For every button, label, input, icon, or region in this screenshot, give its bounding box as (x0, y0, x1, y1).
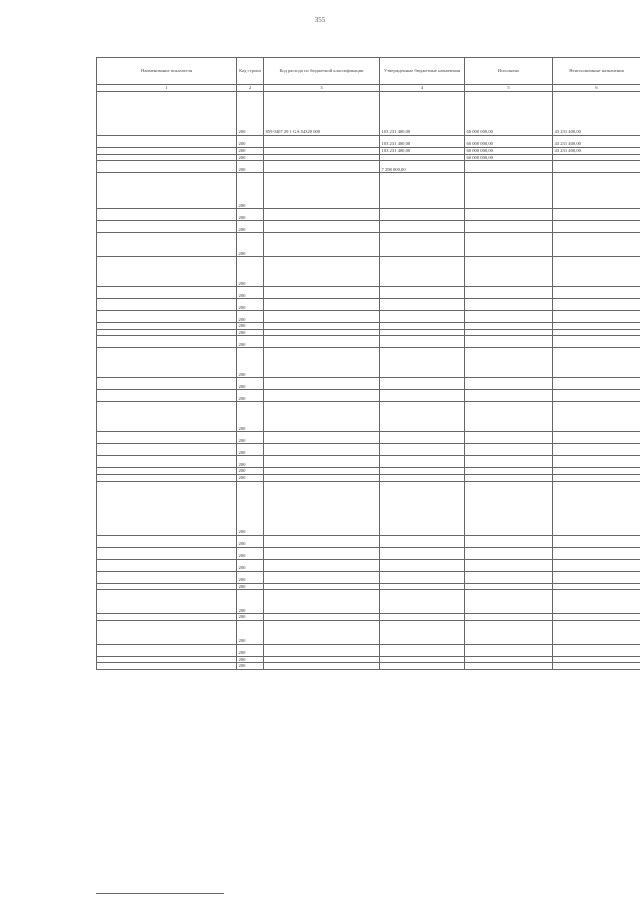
row-name-cell (97, 299, 237, 311)
row-line-code-cell: 200 (237, 547, 264, 559)
row-executed-cell (465, 348, 553, 378)
row-name-cell (97, 571, 237, 583)
table-row (97, 481, 640, 535)
row-unexecuted-cell (553, 161, 640, 173)
row-budget-code-cell (264, 402, 380, 432)
row-executed-cell (465, 644, 553, 656)
row-executed-cell (465, 620, 553, 644)
row-approved-cell: 103 231 400,00 (380, 136, 465, 148)
row-line-code-cell: 200 (237, 221, 264, 233)
row-budget-code-cell (264, 535, 380, 547)
table-row (97, 336, 640, 348)
row-name-cell (97, 583, 237, 590)
table-row (97, 402, 640, 432)
table-row (97, 656, 640, 663)
row-unexecuted-cell (553, 287, 640, 299)
header-budget-code: Код расхода по бюджетной классификации (264, 58, 380, 85)
row-approved-cell: 103 231 400,00 (380, 148, 465, 155)
row-unexecuted-cell (553, 233, 640, 257)
row-executed-cell: 60 000 000,00 (465, 92, 553, 136)
row-unexecuted-cell (553, 221, 640, 233)
row-budget-code-cell (264, 311, 380, 323)
row-name-cell (97, 474, 237, 481)
row-executed-cell (465, 299, 553, 311)
row-approved-cell (380, 209, 465, 221)
table-row (97, 287, 640, 299)
row-name-cell (97, 233, 237, 257)
row-name-cell (97, 481, 237, 535)
row-executed-cell (465, 390, 553, 402)
row-unexecuted-cell (553, 571, 640, 583)
row-budget-code-cell (264, 329, 380, 336)
row-approved-cell (380, 547, 465, 559)
row-line-code-cell: 200 (237, 233, 264, 257)
row-budget-code-cell (264, 287, 380, 299)
row-unexecuted-cell (553, 323, 640, 330)
row-approved-cell (380, 468, 465, 475)
header-row (97, 58, 640, 85)
row-unexecuted-cell (553, 547, 640, 559)
row-budget-code-cell (264, 456, 380, 468)
table-row (97, 154, 640, 161)
row-approved-cell: 7 298 000,00 (380, 161, 465, 173)
row-executed-cell (465, 173, 553, 209)
row-executed-cell (465, 559, 553, 571)
table-row (97, 614, 640, 621)
row-approved-cell (380, 329, 465, 336)
row-unexecuted-cell: 43 231 400,00 (553, 136, 640, 148)
row-approved-cell (380, 154, 465, 161)
row-approved-cell (380, 378, 465, 390)
header-line-code: Код строки (237, 58, 264, 85)
column-number: 4 (380, 85, 465, 92)
row-budget-code-cell (264, 299, 380, 311)
row-approved-cell (380, 663, 465, 670)
row-executed-cell (465, 329, 553, 336)
table-row (97, 432, 640, 444)
row-executed-cell (465, 656, 553, 663)
row-name-cell (97, 547, 237, 559)
footnote-divider (96, 893, 224, 894)
row-executed-cell (465, 432, 553, 444)
row-executed-cell (465, 257, 553, 287)
row-unexecuted-cell (553, 535, 640, 547)
row-line-code-cell: 200 (237, 311, 264, 323)
row-executed-cell (465, 590, 553, 614)
row-line-code-cell: 200 (237, 136, 264, 148)
table-row (97, 378, 640, 390)
row-executed-cell (465, 571, 553, 583)
row-unexecuted-cell (553, 456, 640, 468)
row-budget-code-cell (264, 233, 380, 257)
row-line-code-cell: 200 (237, 92, 264, 136)
table-row (97, 468, 640, 475)
row-executed-cell (465, 547, 553, 559)
table-body (97, 92, 640, 670)
row-name-cell (97, 148, 237, 155)
row-budget-code-cell (264, 154, 380, 161)
row-name-cell (97, 390, 237, 402)
row-unexecuted-cell (553, 402, 640, 432)
column-number: 6 (553, 85, 640, 92)
row-unexecuted-cell (553, 336, 640, 348)
row-approved-cell (380, 221, 465, 233)
row-name-cell (97, 348, 237, 378)
row-unexecuted-cell (553, 390, 640, 402)
row-name-cell (97, 136, 237, 148)
column-number-row (97, 85, 640, 92)
row-approved-cell (380, 583, 465, 590)
row-approved-cell (380, 620, 465, 644)
table-row (97, 311, 640, 323)
row-name-cell (97, 535, 237, 547)
row-name-cell (97, 329, 237, 336)
row-budget-code-cell (264, 221, 380, 233)
row-unexecuted-cell (553, 299, 640, 311)
row-unexecuted-cell (553, 656, 640, 663)
row-approved-cell (380, 233, 465, 257)
column-number: 1 (97, 85, 237, 92)
row-budget-code-cell (264, 336, 380, 348)
row-budget-code-cell (264, 614, 380, 621)
row-name-cell (97, 590, 237, 614)
row-unexecuted-cell (553, 329, 640, 336)
row-line-code-cell: 200 (237, 444, 264, 456)
row-budget-code-cell (264, 257, 380, 287)
table-row (97, 620, 640, 644)
budget-execution-table (96, 57, 640, 670)
row-unexecuted-cell (553, 444, 640, 456)
row-name-cell (97, 154, 237, 161)
row-name-cell (97, 402, 237, 432)
row-executed-cell (465, 663, 553, 670)
row-name-cell (97, 221, 237, 233)
row-line-code-cell: 200 (237, 390, 264, 402)
table-row (97, 323, 640, 330)
row-unexecuted-cell (553, 257, 640, 287)
row-line-code-cell: 200 (237, 378, 264, 390)
row-executed-cell (465, 535, 553, 547)
row-line-code-cell: 200 (237, 620, 264, 644)
row-name-cell (97, 161, 237, 173)
row-approved-cell (380, 656, 465, 663)
row-budget-code-cell (264, 432, 380, 444)
row-approved-cell (380, 571, 465, 583)
row-approved-cell: 103 231 400,00 (380, 92, 465, 136)
row-line-code-cell: 200 (237, 571, 264, 583)
header-name: Наименование показателя (97, 58, 237, 85)
row-line-code-cell: 200 (237, 336, 264, 348)
row-name-cell (97, 287, 237, 299)
row-approved-cell (380, 390, 465, 402)
row-line-code-cell: 200 (237, 432, 264, 444)
row-executed-cell (465, 444, 553, 456)
row-unexecuted-cell (553, 154, 640, 161)
row-unexecuted-cell: 43 231 400,00 (553, 92, 640, 136)
table-row (97, 444, 640, 456)
row-unexecuted-cell (553, 559, 640, 571)
row-line-code-cell: 200 (237, 402, 264, 432)
row-executed-cell (465, 583, 553, 590)
row-approved-cell (380, 348, 465, 378)
row-approved-cell (380, 323, 465, 330)
table-row (97, 173, 640, 209)
row-unexecuted-cell (553, 348, 640, 378)
row-approved-cell (380, 444, 465, 456)
row-line-code-cell: 200 (237, 299, 264, 311)
row-budget-code-cell (264, 481, 380, 535)
row-approved-cell (380, 311, 465, 323)
header-executed: Исполнено (465, 58, 553, 85)
row-line-code-cell: 200 (237, 161, 264, 173)
row-unexecuted-cell: 43 231 400,00 (553, 148, 640, 155)
row-budget-code-cell (264, 323, 380, 330)
table-row (97, 571, 640, 583)
row-budget-code-cell (264, 559, 380, 571)
row-unexecuted-cell (553, 644, 640, 656)
row-line-code-cell: 200 (237, 583, 264, 590)
budget-table-container (96, 57, 640, 670)
row-budget-code-cell: 859 0407 29 1 GA 54320 000 (264, 92, 380, 136)
row-name-cell (97, 173, 237, 209)
row-unexecuted-cell (553, 481, 640, 535)
row-name-cell (97, 432, 237, 444)
table-row (97, 257, 640, 287)
row-budget-code-cell (264, 474, 380, 481)
row-name-cell (97, 620, 237, 644)
row-executed-cell: 60 000 000,00 (465, 154, 553, 161)
row-budget-code-cell (264, 547, 380, 559)
row-line-code-cell: 200 (237, 329, 264, 336)
row-budget-code-cell (264, 136, 380, 148)
row-unexecuted-cell (553, 378, 640, 390)
row-executed-cell (465, 233, 553, 257)
row-line-code-cell: 200 (237, 287, 264, 299)
row-unexecuted-cell (553, 620, 640, 644)
table-row (97, 161, 640, 173)
row-name-cell (97, 456, 237, 468)
table-row (97, 136, 640, 148)
table-row (97, 590, 640, 614)
row-line-code-cell: 200 (237, 456, 264, 468)
table-row (97, 209, 640, 221)
table-row (97, 233, 640, 257)
row-budget-code-cell (264, 583, 380, 590)
row-approved-cell (380, 614, 465, 621)
page-number: 355 (314, 16, 326, 24)
row-name-cell (97, 336, 237, 348)
row-name-cell (97, 311, 237, 323)
row-name-cell (97, 644, 237, 656)
row-executed-cell (465, 209, 553, 221)
table-row (97, 559, 640, 571)
row-approved-cell (380, 402, 465, 432)
row-line-code-cell: 200 (237, 535, 264, 547)
row-unexecuted-cell (553, 663, 640, 670)
row-unexecuted-cell (553, 432, 640, 444)
row-line-code-cell: 200 (237, 173, 264, 209)
row-line-code-cell: 200 (237, 323, 264, 330)
column-number: 3 (264, 85, 380, 92)
row-unexecuted-cell (553, 474, 640, 481)
row-name-cell (97, 614, 237, 621)
table-row (97, 299, 640, 311)
row-name-cell (97, 656, 237, 663)
row-approved-cell (380, 559, 465, 571)
row-line-code-cell: 200 (237, 481, 264, 535)
row-executed-cell: 60 000 000,00 (465, 148, 553, 155)
row-approved-cell (380, 432, 465, 444)
row-approved-cell (380, 474, 465, 481)
row-budget-code-cell (264, 444, 380, 456)
table-row (97, 547, 640, 559)
row-name-cell (97, 257, 237, 287)
row-executed-cell (465, 468, 553, 475)
row-line-code-cell: 200 (237, 656, 264, 663)
row-budget-code-cell (264, 148, 380, 155)
row-unexecuted-cell (553, 614, 640, 621)
row-unexecuted-cell (553, 173, 640, 209)
row-line-code-cell: 200 (237, 468, 264, 475)
row-line-code-cell: 200 (237, 590, 264, 614)
row-line-code-cell: 200 (237, 257, 264, 287)
table-row (97, 92, 640, 136)
row-budget-code-cell (264, 161, 380, 173)
table-row (97, 221, 640, 233)
row-approved-cell (380, 299, 465, 311)
row-executed-cell (465, 161, 553, 173)
row-name-cell (97, 323, 237, 330)
table-row (97, 390, 640, 402)
row-executed-cell (465, 336, 553, 348)
row-unexecuted-cell (553, 583, 640, 590)
row-approved-cell (380, 257, 465, 287)
row-executed-cell (465, 481, 553, 535)
row-unexecuted-cell (553, 590, 640, 614)
table-row (97, 535, 640, 547)
row-line-code-cell: 200 (237, 154, 264, 161)
row-budget-code-cell (264, 390, 380, 402)
row-unexecuted-cell (553, 209, 640, 221)
row-executed-cell (465, 378, 553, 390)
row-line-code-cell: 200 (237, 209, 264, 221)
row-approved-cell (380, 287, 465, 299)
table-row (97, 663, 640, 670)
row-line-code-cell: 200 (237, 148, 264, 155)
header-unexecuted: Неисполненные назначения (553, 58, 640, 85)
row-budget-code-cell (264, 378, 380, 390)
row-unexecuted-cell (553, 468, 640, 475)
row-line-code-cell: 200 (237, 348, 264, 378)
row-name-cell (97, 378, 237, 390)
table-row (97, 644, 640, 656)
header-approved: Утвержденные бюджетные назначения (380, 58, 465, 85)
column-number: 5 (465, 85, 553, 92)
row-line-code-cell: 200 (237, 614, 264, 621)
row-approved-cell (380, 535, 465, 547)
table-row (97, 348, 640, 378)
table-row (97, 148, 640, 155)
row-approved-cell (380, 481, 465, 535)
row-budget-code-cell (264, 590, 380, 614)
row-name-cell (97, 444, 237, 456)
row-budget-code-cell (264, 173, 380, 209)
row-name-cell (97, 209, 237, 221)
row-budget-code-cell (264, 620, 380, 644)
row-approved-cell (380, 644, 465, 656)
table-row (97, 329, 640, 336)
row-name-cell (97, 559, 237, 571)
row-approved-cell (380, 173, 465, 209)
row-executed-cell (465, 456, 553, 468)
table-row (97, 583, 640, 590)
row-executed-cell (465, 287, 553, 299)
row-budget-code-cell (264, 663, 380, 670)
row-budget-code-cell (264, 571, 380, 583)
column-number: 2 (237, 85, 264, 92)
row-budget-code-cell (264, 348, 380, 378)
row-approved-cell (380, 336, 465, 348)
row-line-code-cell: 200 (237, 559, 264, 571)
row-budget-code-cell (264, 644, 380, 656)
row-name-cell (97, 663, 237, 670)
row-approved-cell (380, 590, 465, 614)
row-unexecuted-cell (553, 311, 640, 323)
row-name-cell (97, 92, 237, 136)
row-approved-cell (380, 456, 465, 468)
row-line-code-cell: 200 (237, 644, 264, 656)
row-line-code-cell: 200 (237, 663, 264, 670)
table-row (97, 474, 640, 481)
row-budget-code-cell (264, 656, 380, 663)
row-executed-cell (465, 221, 553, 233)
table-row (97, 456, 640, 468)
row-executed-cell (465, 402, 553, 432)
row-executed-cell: 60 000 000,00 (465, 136, 553, 148)
row-budget-code-cell (264, 468, 380, 475)
row-line-code-cell: 200 (237, 474, 264, 481)
row-executed-cell (465, 311, 553, 323)
row-executed-cell (465, 614, 553, 621)
row-executed-cell (465, 323, 553, 330)
row-executed-cell (465, 474, 553, 481)
row-name-cell (97, 468, 237, 475)
row-budget-code-cell (264, 209, 380, 221)
